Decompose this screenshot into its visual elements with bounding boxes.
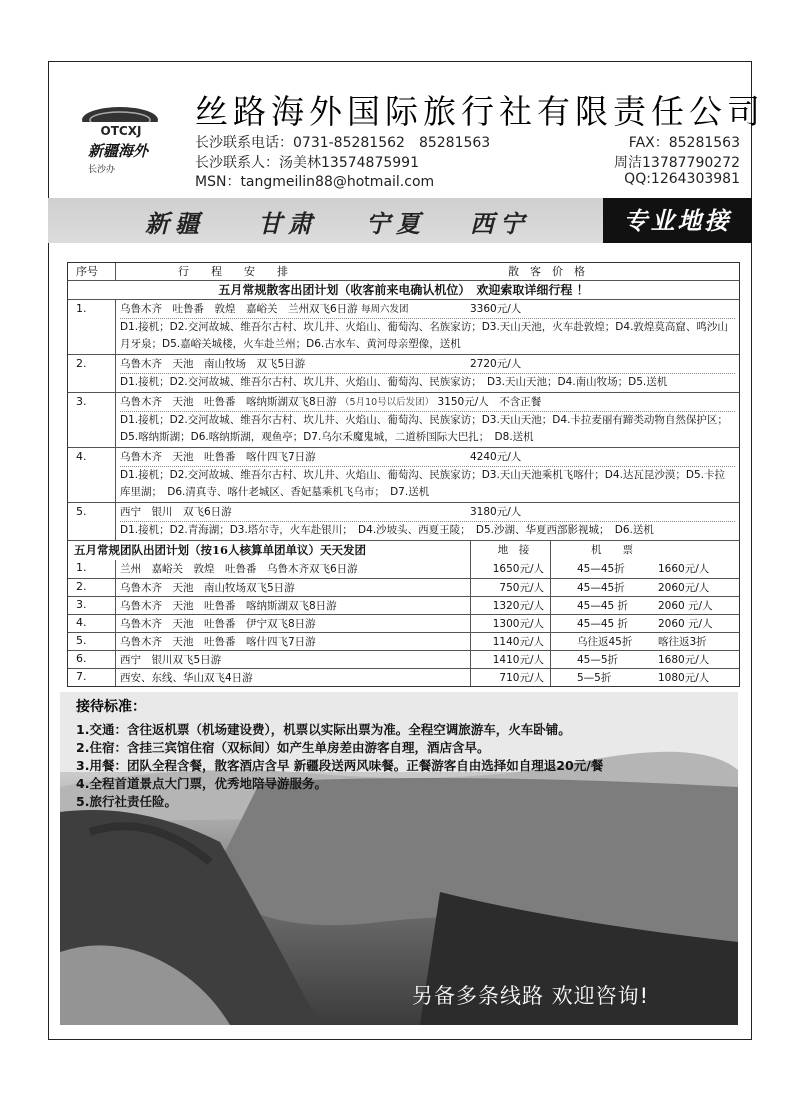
- row-number: 4.: [68, 615, 116, 632]
- ground-price: 750元/人: [470, 579, 550, 596]
- region-gansu: 甘肃: [258, 209, 318, 238]
- air-price: 1680元/人: [658, 654, 710, 666]
- row-number: 2.: [68, 355, 116, 392]
- row-number: 6.: [68, 651, 116, 668]
- ground-price: 1300元/人: [470, 615, 550, 632]
- air-discount: 5—5折: [550, 669, 739, 686]
- qq-line: QQ:1264303981: [624, 171, 740, 187]
- tour-price: 4240元/人: [470, 451, 522, 463]
- region-xinjiang: 新疆: [145, 209, 205, 238]
- group-route: 西安、东线、华山双飞4日游: [120, 672, 253, 684]
- air-price: 喀往返3折: [658, 636, 707, 648]
- air-discount: 45—45折: [550, 560, 739, 578]
- tour-route: 乌鲁木齐 吐鲁番 敦煌 嘉峪关 兰州双飞6日游: [120, 303, 358, 315]
- group-row: [68, 614, 739, 632]
- row-number: 4.: [68, 448, 116, 502]
- msn-line: MSN：tangmeilin88@hotmail.com: [195, 174, 435, 190]
- row-number: 5.: [68, 503, 116, 540]
- col-itinerary-header: 行 程 安 排: [178, 265, 288, 278]
- col-price-header: 散 客 价 格: [508, 265, 585, 278]
- standard-item: 1.交通：含往返机票（机场建设费），机票以实际出票为准。全程空调旅游车，火车卧铺。: [76, 722, 571, 737]
- standard-item: 4.全程首道景点大门票，优秀地陪导游服务。: [76, 776, 327, 791]
- phone-line: 长沙联系电话：0731-85281562 85281563: [195, 135, 491, 151]
- tour-note: 每周六发团: [361, 304, 409, 315]
- logo-sub: 长沙办: [88, 165, 116, 175]
- tour-route: 乌鲁木齐 天池 南山牧场 双飞5日游: [120, 358, 306, 370]
- logo-text: OTCXJ: [100, 124, 142, 138]
- ground-price: 1650元/人: [470, 560, 550, 578]
- group-route: 乌鲁木齐 天池 吐鲁番 喀什四飞7日游: [120, 636, 316, 648]
- group-row: [68, 578, 739, 596]
- group-row: [68, 668, 739, 686]
- tour-note: （5月10号以后发团）: [340, 397, 435, 408]
- air-discount: 45—45 折: [550, 597, 739, 614]
- air-discount: 45—5折: [550, 651, 739, 668]
- col-air-header: 机 票: [550, 541, 739, 560]
- tour-price: 2720元/人: [470, 358, 522, 370]
- col-no-header: 序号: [68, 263, 116, 280]
- group-row: [68, 632, 739, 650]
- group-route: 乌鲁木齐 天池 吐鲁番 伊宁双飞8日游: [120, 618, 316, 630]
- standard-item: 5.旅行社责任险。: [76, 794, 177, 809]
- group-route: 乌鲁木齐 天池 吐鲁番 喀纳斯湖双飞8日游: [120, 600, 337, 612]
- company-name: 丝路海外国际旅行社有限责任公司: [195, 92, 765, 131]
- tour-route: 乌鲁木齐 天池 吐鲁番 喀什四飞7日游: [120, 451, 316, 463]
- air-price: 2060 元/人: [658, 600, 713, 612]
- tour-table: [67, 262, 740, 687]
- company-logo: [70, 98, 185, 178]
- col-ground-header: 地 接: [470, 541, 550, 560]
- tour-row: [68, 299, 739, 354]
- standards-title: 接待标准：: [76, 699, 146, 715]
- region-xining: 西宁: [470, 209, 530, 238]
- group-row: [68, 650, 739, 668]
- tour-detail: D1.接机；D2.交河故城、维吾尔古村、坎儿井、火焰山、葡萄沟、名族家访；D3.天山天池，火车赴敦煌；D4.敦煌莫高窟、鸣沙山月牙泉；D5.嘉峪关城楼，火车赴兰州；D6.古水车、黄河母亲塑像，送机: [120, 318, 735, 353]
- tour-row: [68, 447, 739, 502]
- row-number: 7.: [68, 669, 116, 686]
- tour-row: [68, 354, 739, 392]
- tour-price: 3180元/人: [470, 506, 522, 518]
- ground-price: 1320元/人: [470, 597, 550, 614]
- standard-item: 2.住宿：含挂三宾馆住宿（双标间）如产生单房差由游客自理，酒店含早。: [76, 740, 490, 755]
- air-price: 1080元/人: [658, 672, 710, 684]
- tour-detail: D1.接机；D2.交河故城、维吾尔古村、坎儿井、火焰山、葡萄沟、民族家访； D3.天山天池；D4.南山牧场；D5.送机: [120, 373, 735, 391]
- tour-row: [68, 502, 739, 540]
- air-discount: 45—45 折: [550, 615, 739, 632]
- table-header: [68, 263, 739, 280]
- group-route: 乌鲁木齐 天池 南山牧场双飞5日游: [120, 582, 295, 594]
- air-price: 1660元/人: [658, 563, 710, 575]
- fax-line: FAX：85281563: [628, 135, 740, 151]
- row-number: 3.: [68, 393, 116, 447]
- tour-detail: D1.接机；D2.交河故城、维吾尔古村、坎儿井、火焰山、葡萄沟、民族家访；D3.天山天池乘机飞喀什；D4.达瓦昆沙漠；D5.卡拉库里湖； D6.清真寺、喀什老城区、香妃墓乘机飞乌市； D7.送机: [120, 466, 735, 501]
- tour-detail: D1.接机；D2.青海湖；D3.塔尔寺，火车赴银川； D4.沙坡头、西夏王陵； D5.沙湖、华夏西部影视城； D6.送机: [120, 521, 735, 539]
- air-discount: 乌往返45折: [550, 633, 739, 650]
- standard-item: 3.用餐：团队全程含餐，散客酒店含早 新疆段送两风味餐。正餐游客自由选择如自理退20元/餐: [76, 758, 604, 773]
- row-number: 1.: [68, 300, 116, 354]
- group-route: 西宁 银川双飞5日游: [120, 654, 222, 666]
- contact-person-2: 周洁13787790272: [614, 155, 740, 171]
- section-2-title: 五月常规团队出团计划（按16人核算单团单议）天天发团: [74, 543, 367, 557]
- tour-route: 乌鲁木齐 天池 吐鲁番 喀纳斯湖双飞8日游: [120, 396, 337, 408]
- group-row: [68, 560, 739, 578]
- contact-person: 长沙联系人：汤美林13574875991: [195, 155, 419, 171]
- air-price: 2060元/人: [658, 582, 710, 594]
- tour-price: 3360元/人: [470, 303, 522, 315]
- ground-price: 1140元/人: [470, 633, 550, 650]
- air-discount: 45—45折: [550, 579, 739, 596]
- tour-row: [68, 392, 739, 447]
- group-row: [68, 596, 739, 614]
- tour-detail: D1.接机；D2.交河故城、维吾尔古村、坎儿井、火焰山、葡萄沟、民族家访；D3.天山天池；D4.卡拉麦丽有蹄类动物自然保护区；D5.喀纳斯湖；D6.喀纳斯湖，观鱼亭；D7.乌尔禾魔鬼城，二道桥国际大巴扎； D8.送机: [120, 411, 735, 446]
- group-route: 兰州 嘉峪关 敦煌 吐鲁番 乌鲁木齐双飞6日游: [120, 563, 358, 575]
- region-ningxia: 宁夏: [366, 209, 426, 238]
- row-number: 1.: [68, 560, 116, 578]
- section-2-header: [68, 540, 739, 560]
- row-number: 2.: [68, 579, 116, 596]
- section-1-title: 五月常规散客出团计划（收客前来电确认机位） 欢迎索取详细行程 ！: [68, 280, 739, 299]
- slogan: 另备多条线路 欢迎咨询!: [412, 984, 650, 1008]
- tour-price: 3150元/人 不含正餐: [437, 396, 542, 408]
- air-price: 2060 元/人: [658, 618, 713, 630]
- special-badge: 专业地接: [603, 198, 752, 243]
- tour-route: 西宁 银川 双飞6日游: [120, 506, 232, 518]
- row-number: 5.: [68, 633, 116, 650]
- ground-price: 710元/人: [470, 669, 550, 686]
- logo-script: 新疆海外: [87, 142, 149, 160]
- ground-price: 1410元/人: [470, 651, 550, 668]
- row-number: 3.: [68, 597, 116, 614]
